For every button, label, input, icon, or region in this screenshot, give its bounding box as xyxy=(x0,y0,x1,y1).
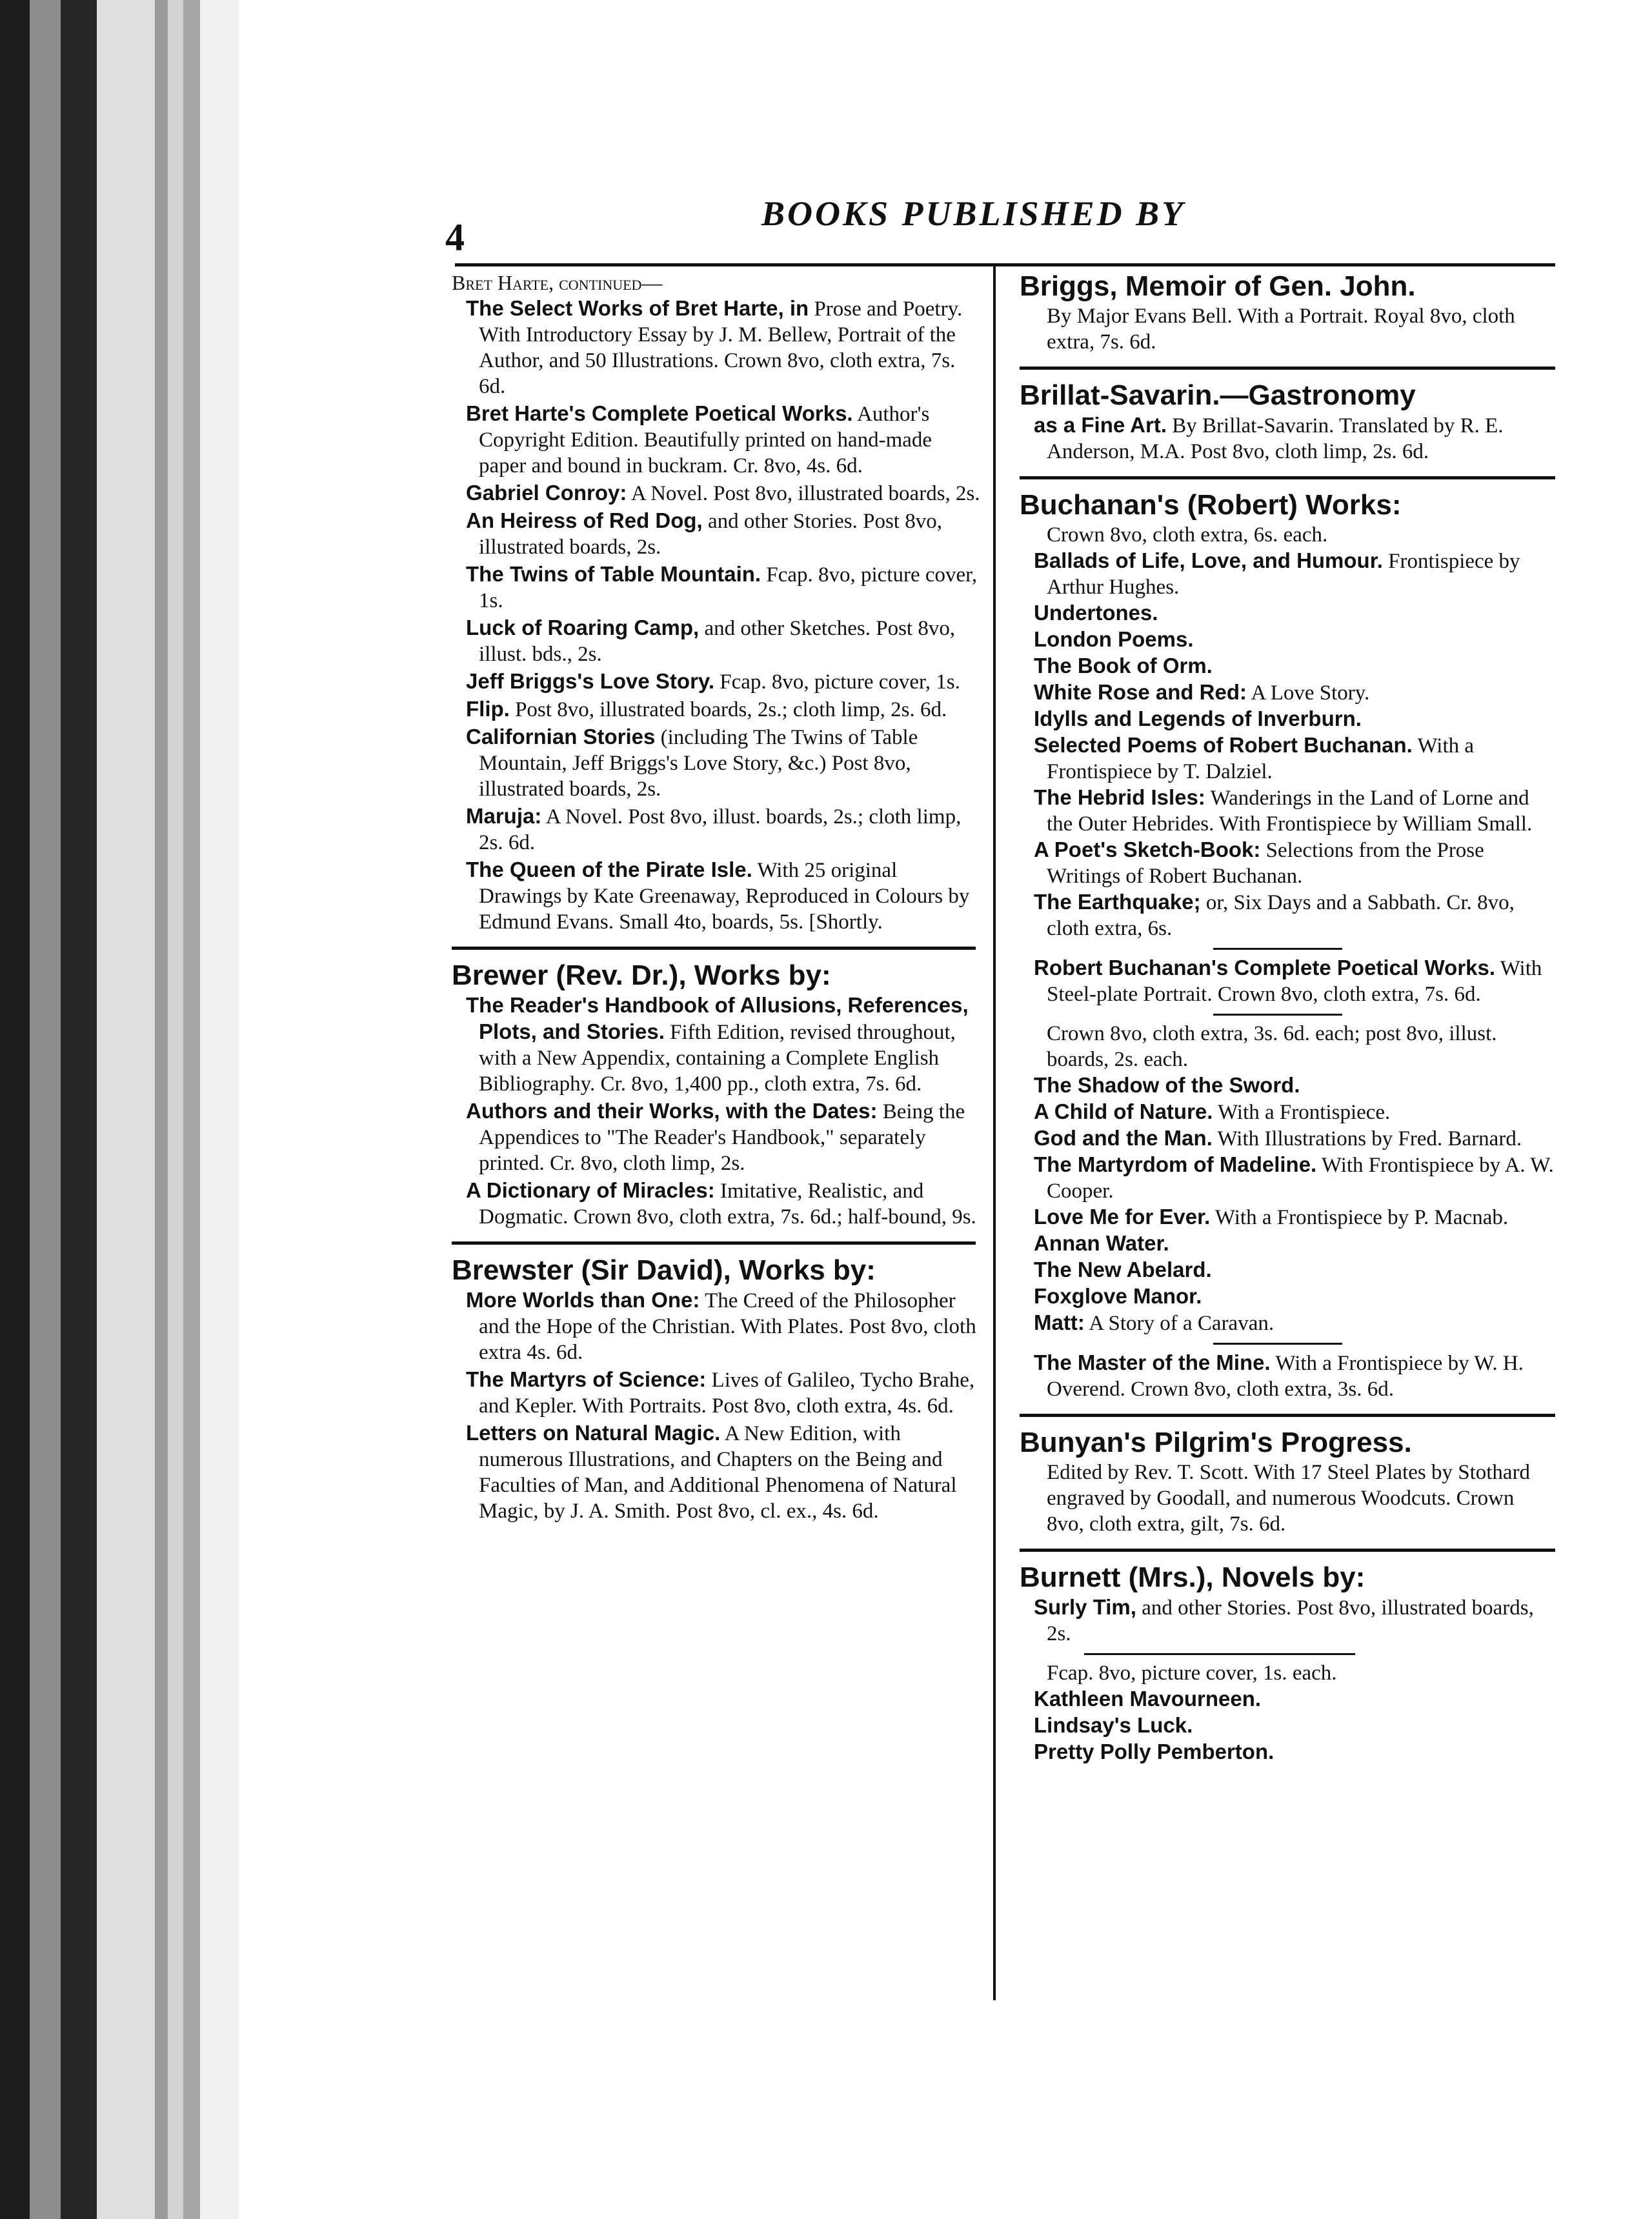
entry-title: White Rose and Red: xyxy=(1034,680,1247,704)
list-item xyxy=(452,1098,982,1176)
list-item xyxy=(1020,627,1555,653)
list-item xyxy=(1020,732,1555,785)
entry-desc: Fcap. 8vo, picture cover, 1s. xyxy=(720,670,960,694)
book-spine-shadow xyxy=(61,0,97,2219)
entry-title: An Heiress of Red Dog, xyxy=(466,508,703,532)
entry-title: Love Me for Ever. xyxy=(1034,1205,1211,1229)
list-item xyxy=(452,401,982,479)
list-item xyxy=(1020,412,1555,465)
list-item xyxy=(452,857,982,935)
list-item xyxy=(1020,1712,1555,1739)
list-item xyxy=(452,480,982,507)
entry-desc: Author's Copyright Edition. Beautifully printed on hand-made paper and bound in buckram. Cr. 8vo, 4s. 6d. xyxy=(479,403,932,477)
list-item xyxy=(452,1420,982,1524)
entry-desc: Post 8vo, illustrated boards, 2s.; cloth limp, 2s. 6d. xyxy=(515,698,947,721)
entry-title: Gabriel Conroy: xyxy=(466,481,627,505)
short-divider xyxy=(1213,1343,1342,1345)
entry-title: The Martyrdom of Madeline. xyxy=(1034,1152,1317,1176)
section-title-burnett: Burnett (Mrs.), Novels by: xyxy=(1020,1561,1365,1593)
section-title-briggs: Briggs, Memoir of Gen. John. xyxy=(1020,270,1416,302)
list-item xyxy=(452,992,982,1097)
list-item xyxy=(452,561,982,614)
list-item xyxy=(1020,1350,1555,1402)
buchanan-novels-note: Crown 8vo, cloth extra, 3s. 6d. each; post 8vo, illust. boards, 2s. each. xyxy=(1047,1022,1497,1071)
left-column xyxy=(452,270,982,1524)
list-item xyxy=(1020,548,1555,600)
list-item xyxy=(1020,600,1555,627)
entry-title: A Poet's Sketch-Book: xyxy=(1034,838,1261,861)
list-item xyxy=(1020,785,1555,837)
section-title-brewster: Brewster (Sir David), Works by: xyxy=(452,1254,876,1286)
list-item xyxy=(1020,889,1555,941)
entry-desc: A Love Story. xyxy=(1251,681,1370,705)
entry-desc: A Novel. Post 8vo, illust. boards, 2s.; cloth limp, 2s. 6d. xyxy=(479,805,962,854)
list-item xyxy=(452,508,982,560)
entry-title: The Book of Orm. xyxy=(1034,654,1213,678)
entry-desc: With Frontispiece by A. W. Cooper. xyxy=(1047,1154,1554,1203)
entry-title: Flip. xyxy=(466,697,510,721)
entry-desc: and other Sketches. Post 8vo, illust. bds., 2s. xyxy=(479,617,956,666)
list-item xyxy=(452,1287,982,1365)
entry-title: Letters on Natural Magic. xyxy=(466,1421,721,1445)
entry-title: Maruja: xyxy=(466,804,542,828)
list-item xyxy=(1020,1072,1555,1099)
list-item xyxy=(1020,1125,1555,1152)
entry-desc: By Brillat-Savarin. Translated by R. E. Anderson, M.A. Post 8vo, cloth limp, 2s. 6d. xyxy=(1047,414,1504,463)
entry-title: Undertones. xyxy=(1034,601,1158,625)
entry-title: Jeff Briggs's Love Story. xyxy=(466,669,714,693)
list-item xyxy=(1020,1739,1555,1765)
list-item xyxy=(1020,955,1555,1007)
bunyan-desc: Edited by Rev. T. Scott. With 17 Steel Plates by Stothard engraved by Goodall, and numerous Woodcuts. Crown 8vo, cloth extra, gilt, 7s. 6d. xyxy=(1047,1461,1531,1536)
short-divider xyxy=(1213,1014,1342,1016)
entry-desc: Lives of Galileo, Tycho Brahe, and Kepler. With Portraits. Post 8vo, cloth extra, 4s. 6d. xyxy=(479,1369,975,1418)
section-title-brillat: Brillat-Savarin.—Gastronomy xyxy=(1020,379,1416,411)
entry-desc: Frontispiece by Arthur Hughes. xyxy=(1047,550,1520,599)
list-item xyxy=(1020,1283,1555,1310)
section-divider xyxy=(1020,476,1555,479)
list-item xyxy=(452,696,982,723)
entry-title: Robert Buchanan's Complete Poetical Works. xyxy=(1034,956,1496,979)
entry-title: The Select Works of Bret Harte, in xyxy=(466,296,809,320)
entry-desc: Being the Appendices to "The Reader's Handbook," separately printed. Cr. 8vo, cloth limp, 2s. xyxy=(479,1100,965,1175)
entry-title: Californian Stories xyxy=(466,725,656,748)
section-title-brewer: Brewer (Rev. Dr.), Works by: xyxy=(452,959,831,991)
list-item xyxy=(452,803,982,856)
entry-title: Foxglove Manor. xyxy=(1034,1284,1202,1308)
list-item xyxy=(1020,1152,1555,1204)
list-item xyxy=(1020,1230,1555,1257)
short-divider xyxy=(1213,948,1342,950)
entry-title: The Hebrid Isles: xyxy=(1034,785,1205,809)
gutter-margin-2 xyxy=(168,0,183,2219)
entry-title: as a Fine Art. xyxy=(1034,413,1167,437)
list-item xyxy=(1020,653,1555,679)
entry-title: A Dictionary of Miracles: xyxy=(466,1178,715,1202)
entry-title: The Reader's Handbook of Allusions, References, Plots, and Stories. xyxy=(466,993,969,1043)
book-spine-band xyxy=(30,0,61,2219)
entry-desc: Fifth Edition, revised throughout, with a New Appendix, containing a Complete English Bibliography. Cr. 8vo, 1,400 pp., cloth extra, 7s. 6d. xyxy=(479,1021,956,1096)
page-inner-margin xyxy=(200,0,239,2219)
list-item xyxy=(1020,1204,1555,1230)
list-item xyxy=(452,724,982,802)
entry-desc: With a Frontispiece by W. H. Overend. Crown 8vo, cloth extra, 3s. 6d. xyxy=(1047,1352,1524,1401)
briggs-desc: By Major Evans Bell. With a Portrait. Royal 8vo, cloth extra, 7s. 6d. xyxy=(1047,305,1515,354)
entry-desc: A Story of a Caravan. xyxy=(1089,1312,1274,1335)
entry-desc: Selections from the Prose Writings of Robert Buchanan. xyxy=(1047,839,1484,888)
short-divider xyxy=(1084,1653,1355,1655)
entry-desc: With 25 original Drawings by Kate Greenaway, Reproduced in Colours by Edmund Evans. Small 4to, boards, 5s. [Shortly. xyxy=(479,859,970,934)
list-item xyxy=(1020,1310,1555,1336)
entry-desc: (including The Twins of Table Mountain, Jeff Briggs's Love Story, &c.) Post 8vo, illustrated boards, 2s. xyxy=(479,726,918,801)
entry-desc: Prose and Poetry. With Introductory Essay by J. M. Bellew, Portrait of the Author, and 50 Illustrations. Crown 8vo, cloth extra, 7s. 6d. xyxy=(479,297,963,398)
entry-desc: With a Frontispiece. xyxy=(1218,1101,1391,1124)
list-item xyxy=(1020,679,1555,706)
section-divider xyxy=(1020,366,1555,370)
gutter-margin xyxy=(97,0,155,2219)
list-item xyxy=(452,668,982,695)
book-spine-edge xyxy=(0,0,30,2219)
entry-title: Matt: xyxy=(1034,1310,1085,1334)
buchanan-note: Crown 8vo, cloth extra, 6s. each. xyxy=(1047,523,1328,547)
entry-title: Surly Tim, xyxy=(1034,1595,1136,1619)
section-title-bunyan: Bunyan's Pilgrim's Progress. xyxy=(1020,1427,1412,1458)
entry-desc: With Illustrations by Fred. Barnard. xyxy=(1217,1127,1522,1150)
entry-desc: With a Frontispiece by T. Dalziel. xyxy=(1047,734,1475,783)
entry-title: Authors and their Works, with the Dates: xyxy=(466,1099,878,1123)
page-number: 4 xyxy=(445,216,465,259)
entry-desc: and other Stories. Post 8vo, illustrated boards, 2s. xyxy=(1047,1596,1534,1645)
entry-title: The Queen of the Pirate Isle. xyxy=(466,858,752,881)
list-item xyxy=(1020,1099,1555,1125)
entry-title: A Child of Nature. xyxy=(1034,1099,1213,1123)
entry-title: Idylls and Legends of Inverburn. xyxy=(1034,707,1362,730)
entry-desc: A New Edition, with numerous Illustrations, and Chapters on the Being and Faculties of Man, and Additional Phenomena of Natural Magic, by J. A. Smith. Post 8vo, cl. ex., 4s. 6d. xyxy=(479,1422,957,1523)
right-column xyxy=(1020,270,1555,1765)
entry-title: The Earthquake; xyxy=(1034,890,1201,914)
list-item xyxy=(452,296,982,399)
entry-title: The New Abelard. xyxy=(1034,1258,1212,1281)
entry-title: Kathleen Mavourneen. xyxy=(1034,1687,1262,1711)
entry-title: Annan Water. xyxy=(1034,1231,1169,1255)
header-rule xyxy=(455,263,1555,266)
section-title-buchanan: Buchanan's (Robert) Works: xyxy=(1020,489,1402,521)
entry-title: Luck of Roaring Camp, xyxy=(466,616,700,639)
entry-title: London Poems. xyxy=(1034,627,1194,651)
entry-title: More Worlds than One: xyxy=(466,1288,700,1312)
list-item xyxy=(1020,706,1555,732)
entry-title: Selected Poems of Robert Buchanan. xyxy=(1034,733,1413,757)
entry-title: Pretty Polly Pemberton. xyxy=(1034,1740,1274,1763)
entry-title: God and the Man. xyxy=(1034,1126,1213,1150)
entry-title: Bret Harte's Complete Poetical Works. xyxy=(466,401,853,425)
section-divider xyxy=(1020,1549,1555,1552)
list-item xyxy=(1020,837,1555,889)
entry-desc: Wanderings in the Land of Lorne and the Outer Hebrides. With Frontispiece by William Small. xyxy=(1047,787,1533,836)
running-head: BOOKS PUBLISHED BY xyxy=(761,194,1186,233)
list-item xyxy=(452,1178,982,1230)
list-item xyxy=(452,615,982,667)
entry-title: Lindsay's Luck. xyxy=(1034,1713,1193,1737)
entry-desc: Fcap. 8vo, picture cover, 1s. xyxy=(479,563,978,612)
entry-title: Ballads of Life, Love, and Humour. xyxy=(1034,548,1383,572)
entry-title: The Martyrs of Science: xyxy=(466,1367,707,1391)
entry-title: The Shadow of the Sword. xyxy=(1034,1073,1300,1097)
continued-heading: Bret Harte, continued— xyxy=(452,271,663,294)
entry-desc: A Novel. Post 8vo, illustrated boards, 2s. xyxy=(630,482,980,505)
list-item xyxy=(1020,1594,1555,1647)
column-rule xyxy=(993,265,996,2000)
burnett-note: Fcap. 8vo, picture cover, 1s. each. xyxy=(1047,1662,1337,1685)
list-item xyxy=(1020,1686,1555,1712)
entry-desc: Imitative, Realistic, and Dogmatic. Crown 8vo, cloth extra, 7s. 6d.; half-bound, 9s. xyxy=(479,1180,976,1229)
section-divider xyxy=(452,1241,976,1245)
entry-desc: The Creed of the Philosopher and the Hope of the Christian. With Plates. Post 8vo, cloth extra 4s. 6d. xyxy=(479,1289,976,1364)
entry-desc: or, Six Days and a Sabbath. Cr. 8vo, cloth extra, 6s. xyxy=(1047,891,1515,940)
entry-title: The Twins of Table Mountain. xyxy=(466,562,761,586)
entry-desc: With Steel-plate Portrait. Crown 8vo, cloth extra, 7s. 6d. xyxy=(1047,957,1542,1006)
section-divider xyxy=(452,947,976,950)
list-item xyxy=(1020,1257,1555,1283)
gutter-fold-2 xyxy=(183,0,200,2219)
gutter-fold xyxy=(155,0,168,2219)
list-item xyxy=(452,1367,982,1419)
section-divider xyxy=(1020,1414,1555,1417)
entry-desc: With a Frontispiece by P. Macnab. xyxy=(1214,1206,1509,1229)
entry-title: The Master of the Mine. xyxy=(1034,1350,1271,1374)
entry-desc: and other Stories. Post 8vo, illustrated boards, 2s. xyxy=(479,510,942,559)
